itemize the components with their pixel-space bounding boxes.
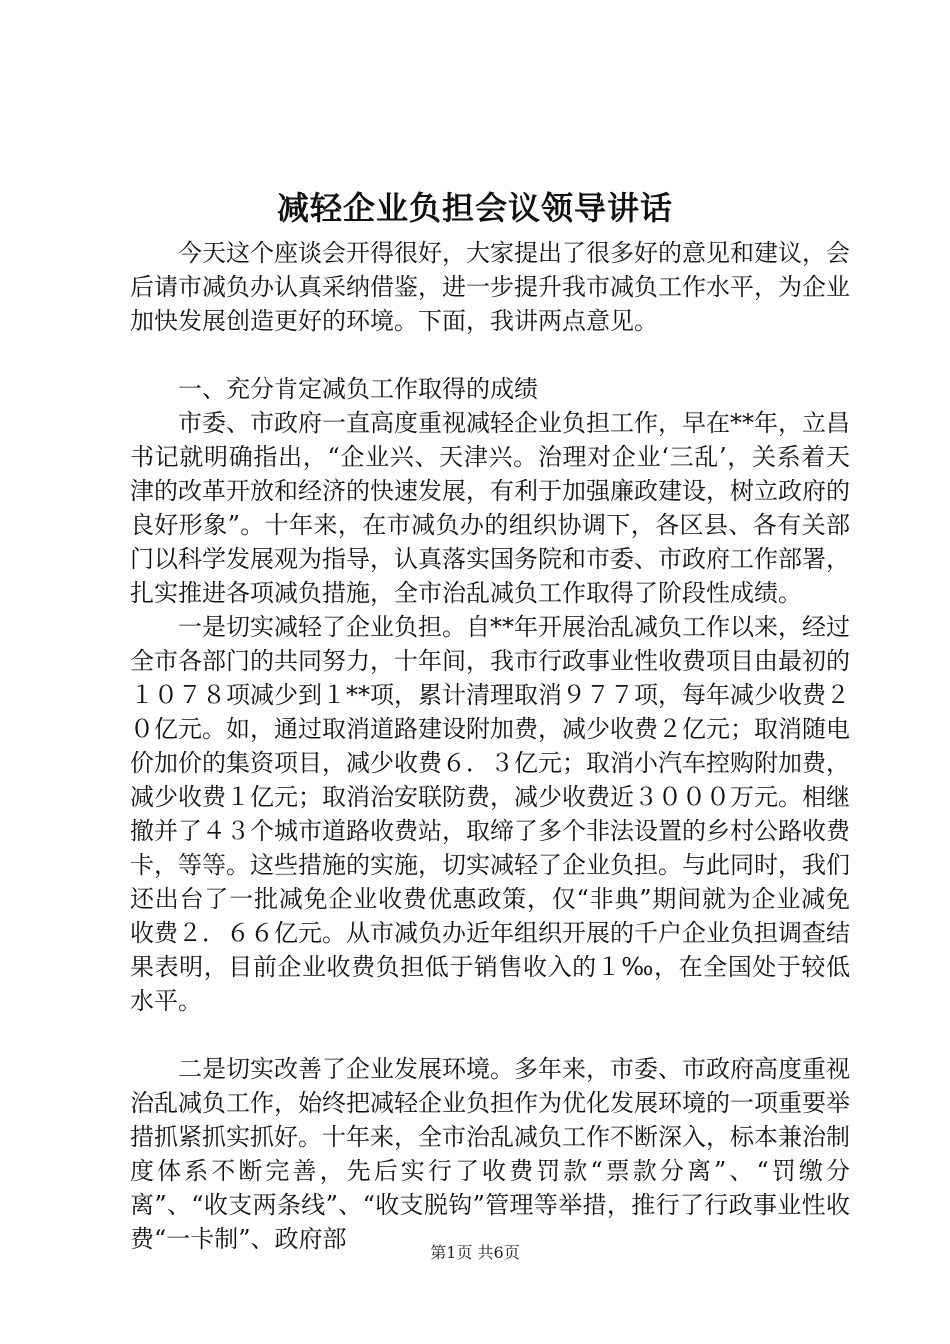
paragraph-spacer [130,338,850,372]
document-body [130,236,850,1256]
paragraph-1: 市委、市政府一直高度重视减轻企业负担工作，早在**年，立昌书记就明确指出，“企业兴、天津兴。治理对企业‘三乱’，关系着天津的改革开放和经济的快速发展，有利于加强廉政建设，树立政府的良好形象”。十年来，在市减负办的组织协调下，各区县、各有关部门以科学发展观为指导，认真落实国务院和市委、市政府工作部署，扎实推进各项减负措施，全市治乱减负工作取得了阶段性成绩。 [130,409,850,607]
document-title: 减轻企业负担会议领导讲话 [276,189,673,227]
paragraph-2: 一是切实减轻了企业负担。自**年开展治乱减负工作以来，经过全市各部门的共同努力，十年间，我市行政事业性收费项目由最初的１０７８项减少到１**项，累计清理取消９７７项，每年减少收费２０亿元。如，通过取消道路建设附加费，减少收费２亿元；取消随电价加价的集资项目，减少收费６．３亿元；取消小汽车控购附加费，减少收费１亿元；取消治安联防费，减少收费近３０００万元。相继撤并了４３个城市道路收费站，取缔了多个非法设置的乡村公路收费卡，等等。这些措施的实施，切实减轻了企业负担。与此同时，我们还出台了一批减免企业收费优惠政策，仅“非典”期间就为企业减免收费２．６６亿元。从市减负办近年组织开展的千户企业负担调查结果表明，目前企业收费负担低于销售收入的１‰，在全国处于较低水平。 [130,613,850,1015]
section-heading: 一、充分肯定减负工作取得的成绩 [178,375,538,403]
page-footer: 第1页 共6页 [430,1243,520,1262]
paragraph-spacer [130,1018,850,1052]
paragraph-intro: 今天这个座谈会开得很好，大家提出了很多好的意见和建议，会后请市减负办认真采纳借鉴，进一步提升我市减负工作水平，为企业加快发展创造更好的环境。下面，我讲两点意见。 [130,239,850,335]
paragraph-3: 二是切实改善了企业发展环境。多年来，市委、市政府高度重视治乱减负工作，始终把减轻企业负担作为优化发展环境的一项重要举措抓紧抓实抓好。十年来，全市治乱减负工作不断深入，标本兼治制度体系不断完善，先后实行了收费罚款“票款分离”、“罚缴分离”、“收支两条线”、“收支脱钩”管理等举措，推行了行政事业性收费“一卡制”、政府部 [130,1055,850,1253]
